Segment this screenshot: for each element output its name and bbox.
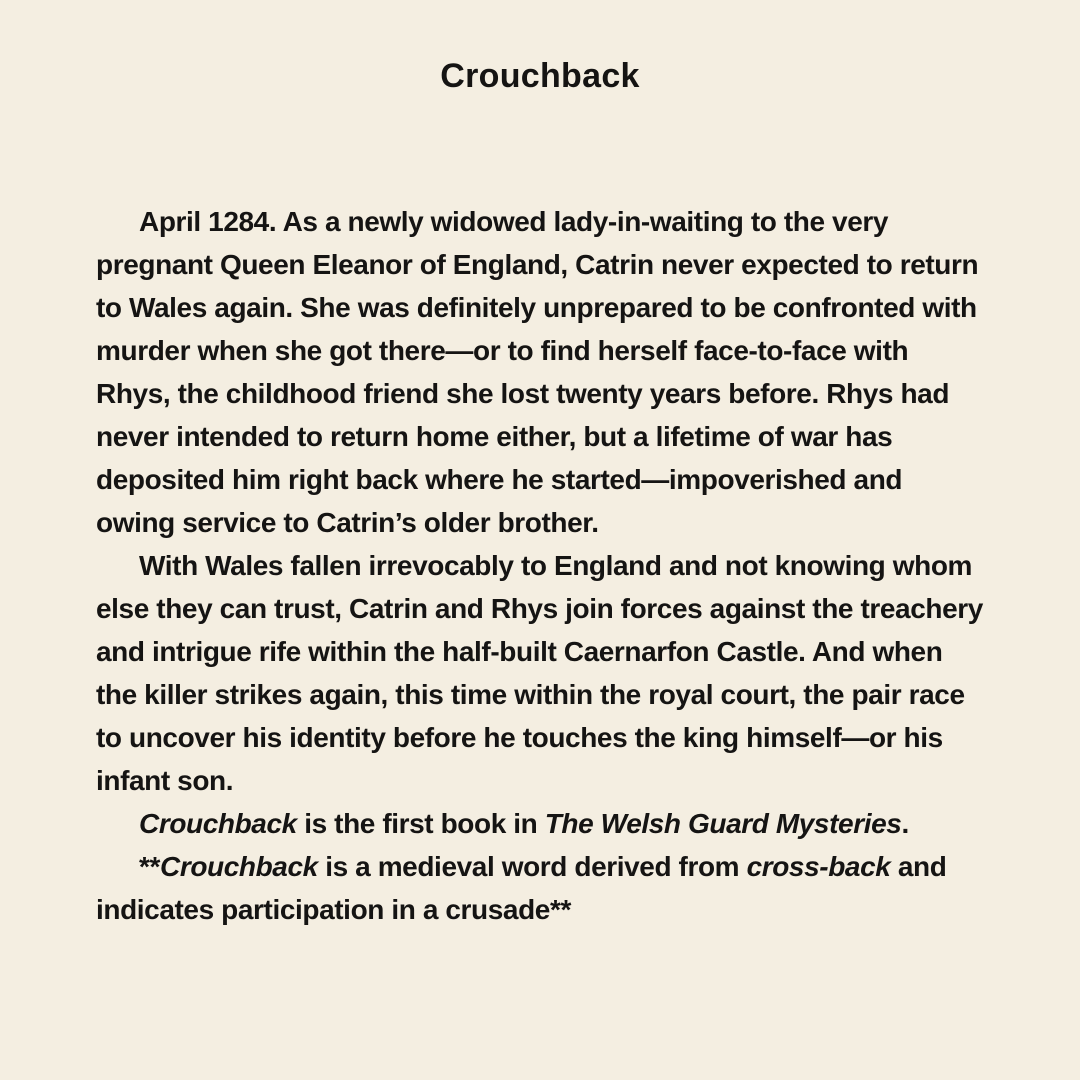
paragraph xyxy=(96,544,984,802)
italic-text: Crouchback xyxy=(160,851,318,882)
italic-text: Crouchback xyxy=(139,808,297,839)
text-segment: and indicates participation in a crusade** xyxy=(96,851,947,925)
italic-text: The Welsh Guard Mysteries xyxy=(544,808,902,839)
paragraph xyxy=(96,802,984,845)
text-segment: is the first book in xyxy=(296,808,545,839)
text-segment: is a medieval word derived from xyxy=(317,851,747,882)
text-segment: With Wales fallen irrevocably to England and not knowing whom else they can trust, Catrin and Rhys join forces against the treachery and intrigue rife within the half-built Caernarfon Castle. And when the killer strikes again, this time within the royal court, the pair race to uncover his identity before he touches the king himself—or his infant son. xyxy=(96,550,983,796)
footnote xyxy=(96,845,984,931)
page-title: Crouchback xyxy=(440,57,640,95)
text-segment: April 1284. As a newly widowed lady-in-waiting to the very pregnant Queen Eleanor of England, Catrin never expected to return to Wales again. She was definitely unprepared to be confronted with murder when she got there—or to find herself face-to-face with Rhys, the childhood friend she lost twenty years before. Rhys had never intended to return home either, but a lifetime of war has deposited him right back where he started—impoverished and owing service to Catrin’s older brother. xyxy=(96,206,979,538)
body-paragraphs xyxy=(96,200,984,931)
text-segment: ** xyxy=(139,851,160,882)
text-segment: . xyxy=(901,808,909,839)
paragraph xyxy=(96,200,984,544)
italic-text: cross-back xyxy=(746,851,891,882)
